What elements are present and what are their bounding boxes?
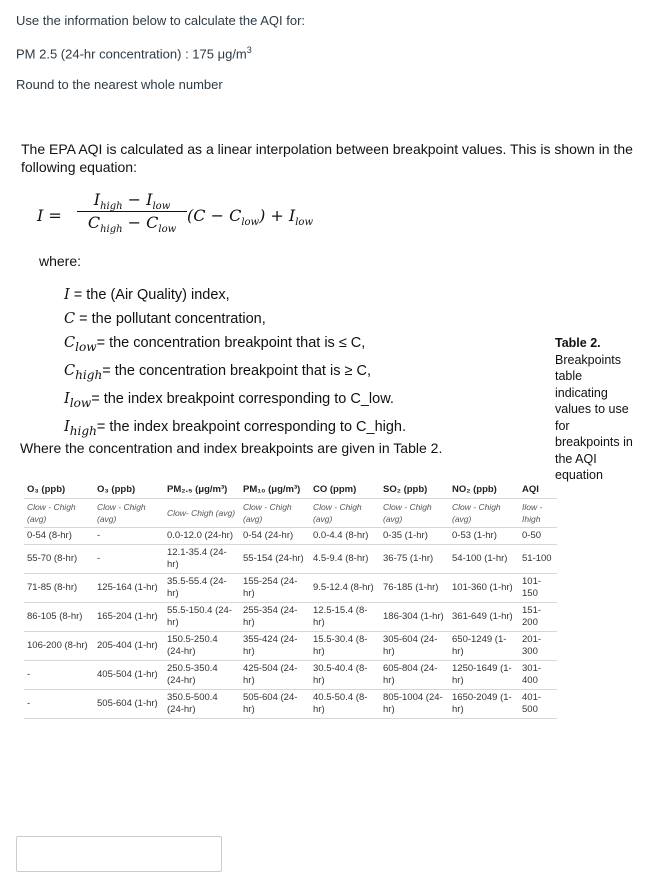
table-row <box>24 528 557 545</box>
table-cell: 201-300 <box>519 632 557 661</box>
panel-intro: The EPA AQI is calculated as a linear interpolation between breakpoint values. This is shown in the following equation: <box>21 141 633 175</box>
table-cell: 30.5-40.4 (8-hr) <box>310 661 380 690</box>
table-cell: 151-200 <box>519 603 557 632</box>
column-subheader: Clow - Chigh (avg) <box>24 499 94 528</box>
table-cell: 101-360 (1-hr) <box>449 574 519 603</box>
table-cell: 0-54 (8-hr) <box>24 528 94 545</box>
column-subheader: Clow - Chigh (avg) <box>449 499 519 528</box>
table-cell: 4.5-9.4 (8-hr) <box>310 545 380 574</box>
table-cell: 71-85 (8-hr) <box>24 574 94 603</box>
table-subheader-row <box>24 499 557 528</box>
column-header: AQI <box>519 481 557 499</box>
question-line-2 <box>16 45 252 61</box>
table-cell: 15.5-30.4 (8-hr) <box>310 632 380 661</box>
table-cell: 106-200 (8-hr) <box>24 632 94 661</box>
table-cell: - <box>24 661 94 690</box>
definition-item: I = the (Air Quality) index, <box>64 287 230 303</box>
table-cell: 350.5-500.4 (24-hr) <box>164 690 240 719</box>
column-subheader: Clow - Chigh (avg) <box>380 499 449 528</box>
table-cell: 205-404 (1-hr) <box>94 632 164 661</box>
where-label: where: <box>39 253 82 269</box>
table-cell: 35.5-55.4 (24-hr) <box>164 574 240 603</box>
definitions-list <box>64 283 406 443</box>
table-cell: 0-35 (1-hr) <box>380 528 449 545</box>
column-header: O₃ (ppb) <box>94 481 164 499</box>
column-header: O₃ (ppb) <box>24 481 94 499</box>
definition-item: $I_{high}=$ the index breakpoint corresponding to C_high. <box>64 418 407 438</box>
table-cell: 186-304 (1-hr) <box>380 603 449 632</box>
table-cell: 0-53 (1-hr) <box>449 528 519 545</box>
table-row <box>24 690 557 719</box>
table-header-row <box>24 481 557 499</box>
pm-concentration: PM 2.5 (24-hr concentration) : 175 μg/m <box>16 46 247 62</box>
table-cell: 1250-1649 (1-hr) <box>449 661 519 690</box>
column-subheader: Clow - Chigh (avg) <box>240 499 310 528</box>
table-cell: 36-75 (1-hr) <box>380 545 449 574</box>
table-cell: 0.0-12.0 (24-hr) <box>164 528 240 545</box>
table-cell: 9.5-12.4 (8-hr) <box>310 574 380 603</box>
column-header: CO (ppm) <box>310 481 380 499</box>
table-cell: - <box>94 545 164 574</box>
table-cell: 305-604 (24-hr) <box>380 632 449 661</box>
table-cell: 55-70 (8-hr) <box>24 545 94 574</box>
table-cell: 405-504 (1-hr) <box>94 661 164 690</box>
table-cell: 101-150 <box>519 574 557 603</box>
column-subheader: Clow- Chigh (avg) <box>164 499 240 528</box>
table-cell: 301-400 <box>519 661 557 690</box>
table-row <box>24 632 557 661</box>
table-cell: - <box>94 528 164 545</box>
column-subheader: Ilow - Ihigh <box>519 499 557 528</box>
table-cell: 86-105 (8-hr) <box>24 603 94 632</box>
table-cell: 150.5-250.4 (24-hr) <box>164 632 240 661</box>
column-header: PM₂.₅ (μg/m³) <box>164 481 240 499</box>
table-cell: 255-354 (24-hr) <box>240 603 310 632</box>
table-cell: 250.5-350.4 (24-hr) <box>164 661 240 690</box>
table-cell: 55.5-150.4 (24-hr) <box>164 603 240 632</box>
breakpoints-table <box>24 481 557 719</box>
column-subheader: Clow - Chigh (avg) <box>310 499 380 528</box>
table-cell: 51-100 <box>519 545 557 574</box>
table-cell: - <box>24 690 94 719</box>
column-header: SO₂ (ppb) <box>380 481 449 499</box>
table-row <box>24 545 557 574</box>
table-cell: 54-100 (1-hr) <box>449 545 519 574</box>
table-caption <box>555 335 635 484</box>
table-row <box>24 574 557 603</box>
table-row <box>24 603 557 632</box>
unit-exponent: 3 <box>246 45 252 55</box>
table-cell: 0.0-4.4 (8-hr) <box>310 528 380 545</box>
table-cell: 155-254 (24-hr) <box>240 574 310 603</box>
table-cell: 650-1249 (1-hr) <box>449 632 519 661</box>
table-cell: 125-164 (1-hr) <box>94 574 164 603</box>
question-line-1: Use the information below to calculate the AQI for: <box>16 13 306 28</box>
table-cell: 425-504 (24-hr) <box>240 661 310 690</box>
table-cell: 55-154 (24-hr) <box>240 545 310 574</box>
table-cell: 0-54 (24-hr) <box>240 528 310 545</box>
definition-item: $C_{high}=$ the concentration breakpoint that is ≥ C, <box>64 362 371 382</box>
column-subheader: Clow - Chigh (avg) <box>94 499 164 528</box>
table-cell: 1650-2049 (1-hr) <box>449 690 519 719</box>
table-cell: 805-1004 (24-hr) <box>380 690 449 719</box>
table-intro: Where the concentration and index breakpoints are given in Table 2. <box>20 440 443 456</box>
answer-input[interactable] <box>16 836 222 872</box>
definition-item: $C_{low}=$ the concentration breakpoint that is ≤ C, <box>64 335 366 354</box>
definition-item: C = the pollutant concentration, <box>64 311 266 327</box>
aqi-equation: I = $I_{high} - I_{low}$ $C_{high} - C_{low}$ $(C - C_{low}) + I_{low}$ <box>37 190 314 236</box>
table-cell: 605-804 (24-hr) <box>380 661 449 690</box>
column-header: PM₁₀ (μg/m³) <box>240 481 310 499</box>
table-cell: 361-649 (1-hr) <box>449 603 519 632</box>
question-line-3: Round to the nearest whole number <box>16 77 223 92</box>
table-cell: 505-604 (24-hr) <box>240 690 310 719</box>
column-header: NO₂ (ppb) <box>449 481 519 499</box>
table-cell: 0-50 <box>519 528 557 545</box>
table-row <box>24 661 557 690</box>
definition-item: $I_{low}=$ the index breakpoint corresponding to C_low. <box>64 390 394 410</box>
caption-title: Table 2. <box>555 336 601 350</box>
caption-text: Breakpoints table indicating values to use for breakpoints in the AQI equation <box>555 352 633 482</box>
table-cell: 505-604 (1-hr) <box>94 690 164 719</box>
table-cell: 12.1-35.4 (24-hr) <box>164 545 240 574</box>
table-cell: 12.5-15.4 (8-hr) <box>310 603 380 632</box>
table-cell: 76-185 (1-hr) <box>380 574 449 603</box>
table-cell: 40.5-50.4 (8-hr) <box>310 690 380 719</box>
table-cell: 401-500 <box>519 690 557 719</box>
table-cell: 355-424 (24-hr) <box>240 632 310 661</box>
table-cell: 165-204 (1-hr) <box>94 603 164 632</box>
